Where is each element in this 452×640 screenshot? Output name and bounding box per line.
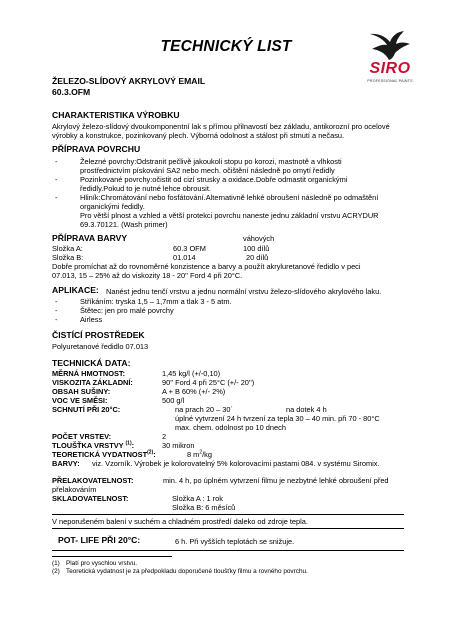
characteristics-text: Akrylový železo-slídový dvoukomponentní lak s přímou přilnavostí bez základu, antikorozní pro ocelové výrobky a konstrukce, pozinkovaný plech. Výborná odolnost a stálost při stmutí a nečasu. [52,122,390,140]
list-item-line: prostřednictvím pískování SA2 nebo mech. očištění následně po omytí ředidly [80,166,335,175]
yield-value-number: 8 m [187,450,200,459]
page-title: TECHNICKÝ LIST [160,38,292,55]
storage-note: V neporušeném balení v suchém a chladném prostředí daleko od zdroje tepla. [52,517,308,526]
thickness-label [52,441,134,450]
component-code: 60.3 OFM [173,244,206,253]
viscosity-value: 90'' Ford 4 při 25°C (+/- 20'') [162,378,255,387]
footnote-number: (2) [52,568,60,575]
yield-footnote-ref: (2) [147,449,154,456]
yield-colon: : [153,450,156,459]
coats-value: 2 [162,432,167,441]
voc-value: 500 g/l [162,396,185,405]
list-dash: - [55,193,58,202]
component-parts: 100 dílů [243,244,270,253]
product-code: 60.3.OFM [52,87,91,97]
list-dash: - [55,306,58,315]
storage-line: Složka A : 1 rok [172,494,223,503]
cleaning-heading: ČISTÍCÍ PROSTŘEDEK [52,330,145,340]
list-item-line: ředidly.Pokud to je nutné lehce obrousit. [80,184,211,193]
viscosity-label: VISKOZITA ZÁKLADNÍ: [52,378,133,387]
colors-value: viz. Vzorník. Výrobek je kolorovatelný 5% kolorovacími pastami 084. v systému Siromix. [92,459,380,468]
footnote-text: Platí pro vyschlou vrstvu. [66,560,138,567]
list-item-line: Pozinkované povrchy:očistit od cizí strusky a oxidace.Dobře odmastit organickými [80,175,348,184]
yield-unit-exponent: 2 [199,449,203,456]
coats-label: POČET VRSTEV: [52,432,112,441]
density-label: MĚRNÁ HMOTNOST: [52,369,126,378]
application-intro: Nanést jednu tenčí vrstvu a jednu normální vrstvu železo-slídového akrylového laku. [106,287,382,296]
yield-label-text: TEORETICKÁ VYDATNOST [52,450,148,459]
thickness-footnote-ref: (1) [125,440,132,447]
recoat-label: PŘELAKOVATELNOST: [52,476,134,485]
storage-line: Složka B: 6 měsíců [172,503,236,512]
recoat-line: přelakováním [52,485,97,494]
list-item-line: organickými ředidly. [80,202,145,211]
cleaning-text: Polyuretanové ředidlo 07.013 [52,342,149,351]
product-name: ŽELEZO-SLÍDOVÝ AKRYLOVÝ EMAIL [52,76,206,86]
yield-unit: /kg [202,450,212,459]
footnote-divider [52,556,172,557]
solids-value: A + B 60% (+/- 2%) [162,387,226,396]
voc-label: VOC VE SMĚSI: [52,396,108,405]
paint-prep-text: 07.013, 15 – 25% až do viskozity 18 - 20'' Ford 4 při 20°C. [52,271,243,280]
storage-label: SKLADOVATELNOST: [52,494,129,503]
drying-handle: na dotek 4 h [286,405,327,414]
logo-wordmark: SIRO [369,60,411,77]
component-code: 01.014 [173,253,196,262]
recoat-line: min. 4 h, po úplném vytvrzení filmu je nezbytné lehké obroušení před [163,476,389,485]
list-item-line: 69.3.70121. (Wash primer) [80,220,168,229]
component-parts: 20 dílů [246,253,269,262]
density-value: 1,45 kg/l (+/-0,10) [162,369,221,378]
divider [52,550,404,551]
paint-prep-text: Dobře promíchat až do rovnoměrné konzistence a barvy a použít akryluretanové ředidlo v peci [52,262,361,271]
colors-label: BARVY: [52,459,80,468]
tech-data-heading: TECHNICKÁ DATA: [52,358,131,368]
pot-life-label: POT- LIFE PŘI 20°C: [58,535,141,545]
list-item-line: Železné povrchy:Odstranit pečlivě jakoukoli stopu po korozi, mastnotě a vlhkosti [80,157,342,166]
yield-label [52,450,156,459]
solids-label: OBSAH SUŠINY: [52,387,111,396]
list-dash: - [55,315,58,324]
list-dash: - [55,175,58,184]
pot-life-value: 6 h. Při vyšších teplotách se snižuje. [175,537,295,546]
logo-tagline: PROFESSIONAL PAINTS [367,79,413,83]
list-dash: - [55,297,58,306]
bird-logo-icon [366,30,412,64]
drying-chem: max. chem. odolnost po 10 dnech [175,423,286,432]
application-heading: APLIKACE: [52,285,99,295]
characteristics-heading: CHARAKTERISTIKA VÝROBKU [52,110,180,120]
application-item: Štětec: jen pro malé povrchy [80,306,174,315]
drying-label: SCHNUTÍ PŘI 20°C: [52,405,121,414]
weight-header: váhových [243,234,275,243]
list-item-line: Pro větší plnost a vzhled a větší protekci povrchu naneste jednu základní vrstvu ACRYDUR [80,211,379,220]
thickness-label-text: TLOUŠŤKA VRSTVY [52,441,124,450]
list-item-line: Hliník:Chromátování nebo fosfátování.Alternativně lehké obroušení následně po odmaštění [80,193,379,202]
footnote-number: (1) [52,560,60,567]
drying-full: úplné vytvrzení 24 h tvrzení za tepla 30 – 40 min. při 70 - 80°C [175,414,380,423]
list-dash: - [55,157,58,166]
footnote-text: Teoretická vydatnost je za předpokladu doporučené tloušťky filmu a rovného povrchu. [66,568,308,575]
surface-prep-heading: PŘÍPRAVA POVRCHU [52,144,141,154]
paint-prep-heading: PŘÍPRAVA BARVY [52,233,128,243]
siro-logo [360,30,420,90]
divider [52,528,404,529]
application-item: Airless [80,315,103,324]
component-label: Složka B: [52,253,84,262]
component-label: Složka A: [52,244,83,253]
divider [52,514,404,515]
drying-touch: na prach 20 – 30´ [175,405,233,414]
yield-value [187,450,212,459]
thickness-value: 30 mikron [162,441,195,450]
application-item: Stříkáním: tryska 1,5 – 1,7mm a tlak 3 - 5 atm. [80,297,232,306]
thickness-colon: : [131,441,135,450]
